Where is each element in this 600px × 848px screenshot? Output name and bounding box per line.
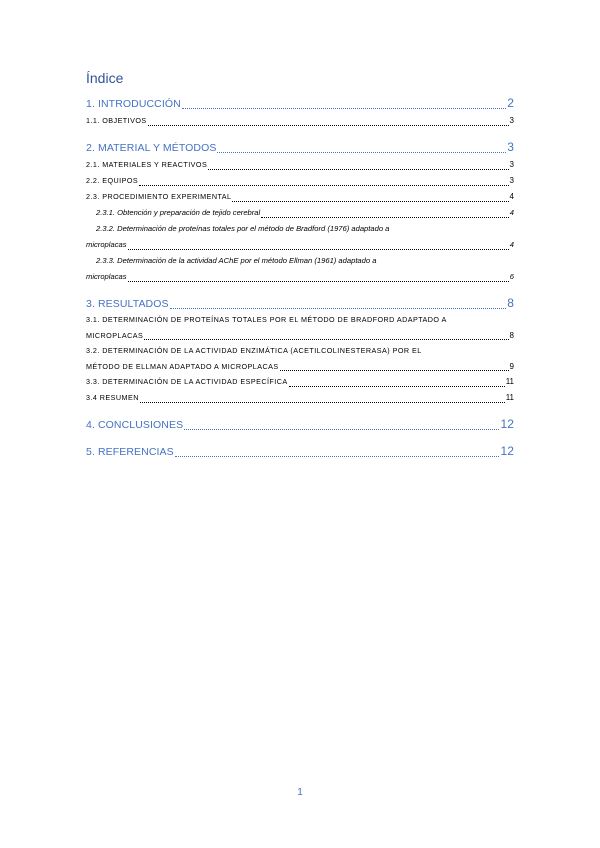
toc-entry-label: 1.1. OBJETIVOS [86, 116, 147, 125]
toc-page-number: 8 [509, 330, 514, 340]
toc-entry-label-line1: 2.3.3. Determinación de la actividad AChE por el método Ellman (1961) adaptado a [96, 256, 377, 265]
toc-page-number: 2 [507, 96, 514, 110]
toc-entry-label: 2.3. PROCEDIMIENTO EXPERIMENTAL [86, 192, 232, 201]
dot-leader [208, 169, 508, 170]
toc-page-number: 9 [509, 361, 514, 371]
toc-entry-2-3-1[interactable] [86, 205, 514, 221]
toc-entry-label-line2: MÉTODO DE ELLMAN ADAPTADO A MICROPLACAS [86, 361, 279, 371]
toc-page-number: 12 [500, 444, 514, 458]
toc-entry-label-line2: MICROPLACAS [86, 330, 144, 340]
toc-entry-2-3-3[interactable] [86, 253, 514, 285]
toc-entry-label: 2.1. MATERIALES Y REACTIVOS [86, 160, 208, 169]
toc-entry-label: 3.3. DETERMINACIÓN DE LA ACTIVIDAD ESPECÍFICA [86, 377, 288, 386]
toc-page-number: 4 [509, 208, 514, 217]
toc-entry-4[interactable] [86, 417, 514, 433]
toc-entry-label: 2.2. EQUIPOS [86, 176, 139, 185]
dot-leader [144, 339, 508, 340]
dot-leader [140, 402, 505, 403]
toc-page-number: 4 [509, 192, 514, 201]
toc-page-number: 6 [509, 272, 514, 281]
toc-entry-label: 2.3.1. Obtención y preparación de tejido cerebral [96, 208, 261, 217]
dot-leader [128, 249, 509, 250]
dot-leader [232, 201, 508, 202]
toc-entry-1-1[interactable] [86, 113, 514, 129]
dot-leader [139, 185, 508, 186]
toc-title: Índice [86, 70, 124, 86]
toc-entry-2-3-2[interactable] [86, 221, 514, 253]
dot-leader [128, 281, 509, 282]
toc-entry-2-3[interactable] [86, 189, 514, 205]
toc-entry-label: 5. REFERENCIAS [86, 446, 174, 458]
toc-page-number: 3 [509, 160, 514, 169]
toc-page-number: 3 [509, 176, 514, 185]
toc-page-number: 3 [509, 116, 514, 125]
toc-entry-label: 2. MATERIAL Y MÉTODOS [86, 142, 217, 154]
toc-entry-label: 4. CONCLUSIONES [86, 419, 184, 431]
dot-leader [148, 125, 509, 126]
toc-entry-2[interactable] [86, 140, 514, 156]
toc-entry-3-1[interactable] [86, 312, 514, 343]
toc-entry-label: 1. INTRODUCCIÓN [86, 98, 181, 110]
toc-entry-3-2[interactable] [86, 343, 514, 374]
toc-entry-label: 3. RESULTADOS [86, 298, 169, 310]
dot-leader [182, 108, 506, 109]
toc-entry-3[interactable] [86, 296, 514, 312]
dot-leader [261, 217, 509, 218]
toc-page-number: 12 [500, 417, 514, 431]
toc-page-number: 11 [505, 393, 514, 402]
toc-page-number: 4 [509, 240, 514, 249]
table-of-contents [86, 96, 514, 460]
toc-entry-label-line2: microplacas [86, 240, 127, 249]
toc-page-number: 11 [505, 377, 514, 386]
dot-leader [184, 429, 499, 430]
page-number: 1 [297, 787, 303, 798]
toc-entry-5[interactable] [86, 444, 514, 460]
dot-leader [170, 308, 507, 309]
toc-entry-2-1[interactable] [86, 157, 514, 173]
toc-page-number: 3 [507, 140, 514, 154]
dot-leader [280, 370, 509, 371]
toc-page-number: 8 [507, 296, 514, 310]
dot-leader [289, 386, 505, 387]
toc-entry-3-4[interactable] [86, 390, 514, 406]
toc-entry-1[interactable] [86, 96, 514, 112]
toc-entry-label-line1: 2.3.2. Determinación de proteínas totales por el método de Bradford (1976) adaptado a [96, 224, 390, 233]
toc-entry-2-2[interactable] [86, 173, 514, 189]
toc-entry-label: 3.4 RESUMEN [86, 393, 139, 402]
dot-leader [175, 456, 500, 457]
toc-entry-label-line1: 3.1. DETERMINACIÓN DE PROTEÍNAS TOTALES POR EL MÉTODO DE BRADFORD ADAPTADO A [86, 315, 447, 324]
toc-entry-3-3[interactable] [86, 374, 514, 390]
toc-entry-label-line2: microplacas [86, 272, 127, 281]
toc-entry-label-line1: 3.2. DETERMINACIÓN DE LA ACTIVIDAD ENZIMÁTICA (ACETILCOLINESTERASA) POR EL [86, 346, 422, 355]
dot-leader [217, 152, 506, 153]
